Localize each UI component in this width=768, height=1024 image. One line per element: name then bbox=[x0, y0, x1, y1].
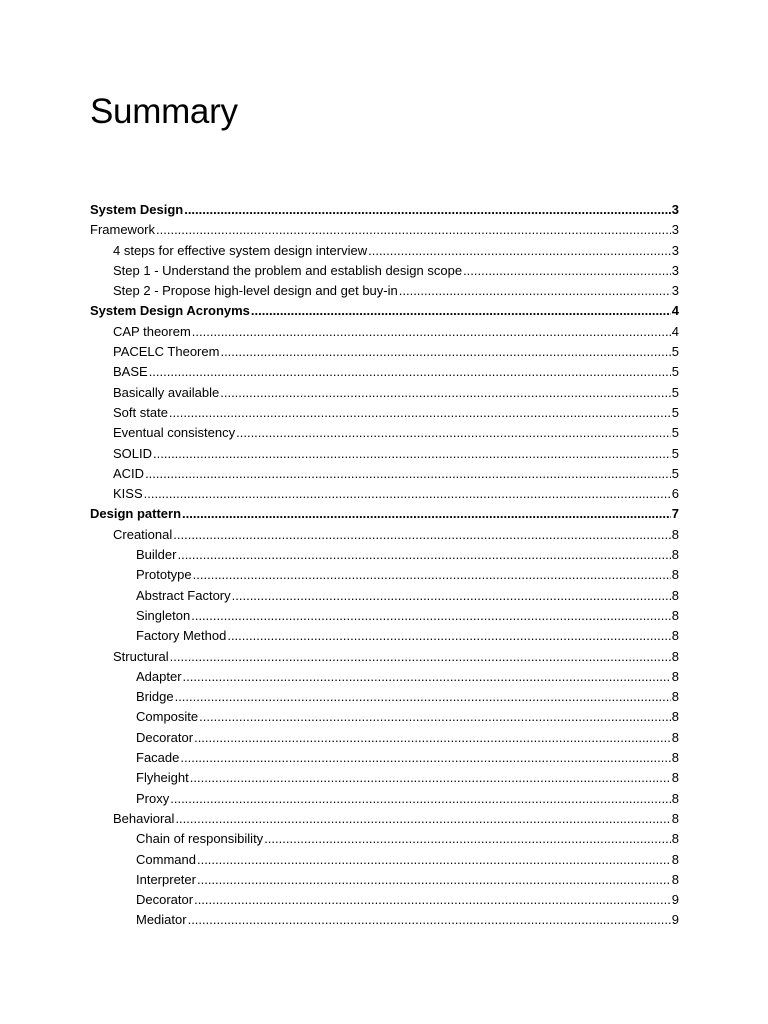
toc-entry-page-number: 8 bbox=[671, 567, 679, 583]
toc-dot-leader bbox=[149, 362, 671, 382]
toc-entry-label: Command bbox=[136, 851, 196, 867]
table-of-contents bbox=[90, 200, 679, 931]
toc-entry-label: Structural bbox=[113, 648, 169, 664]
toc-entry[interactable] bbox=[90, 525, 679, 545]
toc-entry-page-number: 8 bbox=[671, 587, 679, 603]
toc-entry-label: Eventual consistency bbox=[113, 425, 236, 441]
toc-dot-leader bbox=[190, 768, 671, 788]
toc-entry-label: Framework bbox=[90, 222, 156, 238]
toc-entry[interactable] bbox=[90, 281, 679, 301]
toc-entry-label: Design pattern bbox=[90, 506, 182, 522]
toc-entry-page-number: 8 bbox=[671, 851, 679, 867]
toc-entry-label: Interpreter bbox=[136, 871, 196, 887]
toc-dot-leader bbox=[169, 403, 671, 423]
toc-dot-leader bbox=[236, 423, 671, 443]
toc-entry-label: Prototype bbox=[136, 567, 192, 583]
toc-entry-label: Bridge bbox=[136, 689, 174, 705]
toc-entry[interactable] bbox=[90, 890, 679, 910]
toc-entry[interactable] bbox=[90, 809, 679, 829]
toc-entry-page-number: 8 bbox=[671, 770, 679, 786]
toc-entry[interactable] bbox=[90, 768, 679, 788]
toc-entry-page-number: 5 bbox=[671, 344, 679, 360]
toc-dot-leader bbox=[144, 484, 671, 504]
toc-entry-label: Step 1 - Understand the problem and establish design scope bbox=[113, 262, 463, 278]
toc-entry-page-number: 3 bbox=[671, 202, 679, 217]
toc-entry[interactable] bbox=[90, 667, 679, 687]
toc-entry[interactable] bbox=[90, 728, 679, 748]
toc-dot-leader bbox=[194, 890, 671, 910]
toc-dot-leader bbox=[175, 809, 670, 829]
toc-dot-leader bbox=[227, 626, 670, 646]
toc-dot-leader bbox=[170, 789, 671, 809]
toc-entry-label: Step 2 - Propose high-level design and get buy-in bbox=[113, 283, 398, 299]
toc-entry-page-number: 5 bbox=[671, 384, 679, 400]
toc-dot-leader bbox=[173, 525, 671, 545]
toc-entry[interactable] bbox=[90, 789, 679, 809]
toc-entry[interactable] bbox=[90, 687, 679, 707]
toc-dot-leader bbox=[199, 707, 671, 727]
toc-entry-page-number: 8 bbox=[671, 831, 679, 847]
toc-entry-label: System Design bbox=[90, 202, 184, 217]
toc-entry-page-number: 8 bbox=[671, 709, 679, 725]
toc-dot-leader bbox=[192, 322, 671, 342]
toc-entry-label: Soft state bbox=[113, 404, 168, 420]
toc-entry-label: Basically available bbox=[113, 384, 220, 400]
toc-entry[interactable] bbox=[90, 301, 679, 321]
toc-dot-leader bbox=[191, 606, 671, 626]
toc-dot-leader bbox=[368, 241, 671, 261]
toc-dot-leader bbox=[175, 687, 671, 707]
toc-entry[interactable] bbox=[90, 829, 679, 849]
toc-entry-label: Chain of responsibility bbox=[136, 831, 264, 847]
toc-entry[interactable] bbox=[90, 910, 679, 930]
toc-entry[interactable] bbox=[90, 626, 679, 646]
toc-dot-leader bbox=[232, 586, 671, 606]
toc-dot-leader bbox=[188, 910, 671, 930]
toc-dot-leader bbox=[194, 728, 671, 748]
toc-dot-leader bbox=[183, 667, 671, 687]
toc-dot-leader bbox=[264, 829, 671, 849]
toc-entry[interactable] bbox=[90, 606, 679, 626]
toc-entry-page-number: 8 bbox=[671, 689, 679, 705]
toc-entry-label: Adapter bbox=[136, 668, 182, 684]
toc-entry-label: Decorator bbox=[136, 729, 194, 745]
toc-entry-label: BASE bbox=[113, 364, 148, 380]
toc-entry-page-number: 6 bbox=[671, 486, 679, 502]
toc-dot-leader bbox=[153, 444, 671, 464]
toc-entry-page-number: 9 bbox=[671, 912, 679, 928]
toc-entry[interactable] bbox=[90, 870, 679, 890]
page-title: Summary bbox=[90, 92, 238, 131]
toc-dot-leader bbox=[156, 220, 671, 240]
toc-dot-leader bbox=[220, 383, 671, 403]
toc-entry[interactable] bbox=[90, 444, 679, 464]
toc-entry-page-number: 8 bbox=[671, 790, 679, 806]
toc-entry-page-number: 5 bbox=[671, 465, 679, 481]
toc-entry-label: ACID bbox=[113, 465, 145, 481]
toc-entry-label: Builder bbox=[136, 547, 177, 563]
toc-entry-page-number: 4 bbox=[671, 303, 679, 319]
toc-entry-label: Abstract Factory bbox=[136, 587, 231, 603]
toc-entry-label: Factory Method bbox=[136, 628, 227, 644]
toc-entry-page-number: 8 bbox=[671, 526, 679, 542]
toc-entry-page-number: 8 bbox=[671, 628, 679, 644]
toc-entry-page-number: 8 bbox=[671, 810, 679, 826]
toc-entry[interactable] bbox=[90, 586, 679, 606]
toc-entry-page-number: 3 bbox=[671, 283, 679, 299]
toc-entry-page-number: 8 bbox=[671, 729, 679, 745]
toc-dot-leader bbox=[197, 850, 671, 870]
toc-dot-leader bbox=[145, 464, 671, 484]
toc-entry-label: SOLID bbox=[113, 445, 153, 461]
toc-entry[interactable] bbox=[90, 504, 679, 524]
toc-entry[interactable] bbox=[90, 464, 679, 484]
toc-entry-label: Singleton bbox=[136, 607, 191, 623]
toc-entry-label: Mediator bbox=[136, 912, 187, 928]
toc-entry[interactable] bbox=[90, 383, 679, 403]
toc-entry-page-number: 4 bbox=[671, 323, 679, 339]
toc-entry-label: Behavioral bbox=[113, 810, 175, 826]
toc-entry-label: Creational bbox=[113, 526, 173, 542]
toc-dot-leader bbox=[170, 647, 671, 667]
toc-entry-page-number: 5 bbox=[671, 425, 679, 441]
toc-entry-page-number: 5 bbox=[671, 445, 679, 461]
toc-entry-page-number: 8 bbox=[671, 607, 679, 623]
toc-entry-page-number: 3 bbox=[671, 222, 679, 238]
toc-entry[interactable] bbox=[90, 647, 679, 667]
toc-entry-page-number: 8 bbox=[671, 547, 679, 563]
toc-dot-leader bbox=[251, 301, 671, 321]
toc-entry-page-number: 5 bbox=[671, 404, 679, 420]
toc-entry[interactable] bbox=[90, 403, 679, 423]
toc-dot-leader bbox=[182, 504, 671, 524]
toc-entry[interactable] bbox=[90, 261, 679, 281]
toc-entry[interactable] bbox=[90, 707, 679, 727]
toc-entry-label: Flyheight bbox=[136, 770, 189, 786]
toc-entry[interactable] bbox=[90, 423, 679, 443]
toc-entry-label: KISS bbox=[113, 486, 143, 502]
toc-entry-page-number: 9 bbox=[671, 892, 679, 908]
toc-entry-label: Proxy bbox=[136, 790, 170, 806]
toc-entry[interactable] bbox=[90, 200, 679, 220]
toc-entry-label: CAP theorem bbox=[113, 323, 191, 339]
toc-entry-page-number: 8 bbox=[671, 668, 679, 684]
toc-dot-leader bbox=[177, 545, 670, 565]
toc-entry[interactable] bbox=[90, 322, 679, 342]
toc-entry-page-number: 3 bbox=[671, 242, 679, 258]
toc-entry[interactable] bbox=[90, 342, 679, 362]
toc-entry[interactable] bbox=[90, 545, 679, 565]
toc-entry-page-number: 8 bbox=[671, 871, 679, 887]
toc-dot-leader bbox=[184, 200, 671, 220]
toc-entry[interactable] bbox=[90, 362, 679, 382]
toc-entry[interactable] bbox=[90, 565, 679, 585]
toc-entry-page-number: 7 bbox=[671, 506, 679, 522]
toc-entry[interactable] bbox=[90, 850, 679, 870]
toc-dot-leader bbox=[220, 342, 670, 362]
toc-entry-page-number: 8 bbox=[671, 648, 679, 664]
toc-dot-leader bbox=[463, 261, 671, 281]
toc-entry-page-number: 8 bbox=[671, 750, 679, 766]
toc-entry-page-number: 5 bbox=[671, 364, 679, 380]
toc-dot-leader bbox=[180, 748, 670, 768]
toc-entry-label: PACELC Theorem bbox=[113, 344, 220, 360]
toc-entry-label: Facade bbox=[136, 750, 180, 766]
toc-dot-leader bbox=[197, 870, 671, 890]
toc-entry[interactable] bbox=[90, 220, 679, 240]
toc-entry[interactable] bbox=[90, 484, 679, 504]
toc-entry-page-number: 3 bbox=[671, 262, 679, 278]
toc-entry-label: 4 steps for effective system design interview bbox=[113, 242, 368, 258]
toc-dot-leader bbox=[399, 281, 671, 301]
toc-entry-label: Composite bbox=[136, 709, 199, 725]
toc-entry-label: Decorator bbox=[136, 892, 194, 908]
toc-entry[interactable] bbox=[90, 241, 679, 261]
toc-dot-leader bbox=[193, 565, 671, 585]
toc-entry[interactable] bbox=[90, 748, 679, 768]
toc-entry-label: System Design Acronyms bbox=[90, 303, 250, 319]
